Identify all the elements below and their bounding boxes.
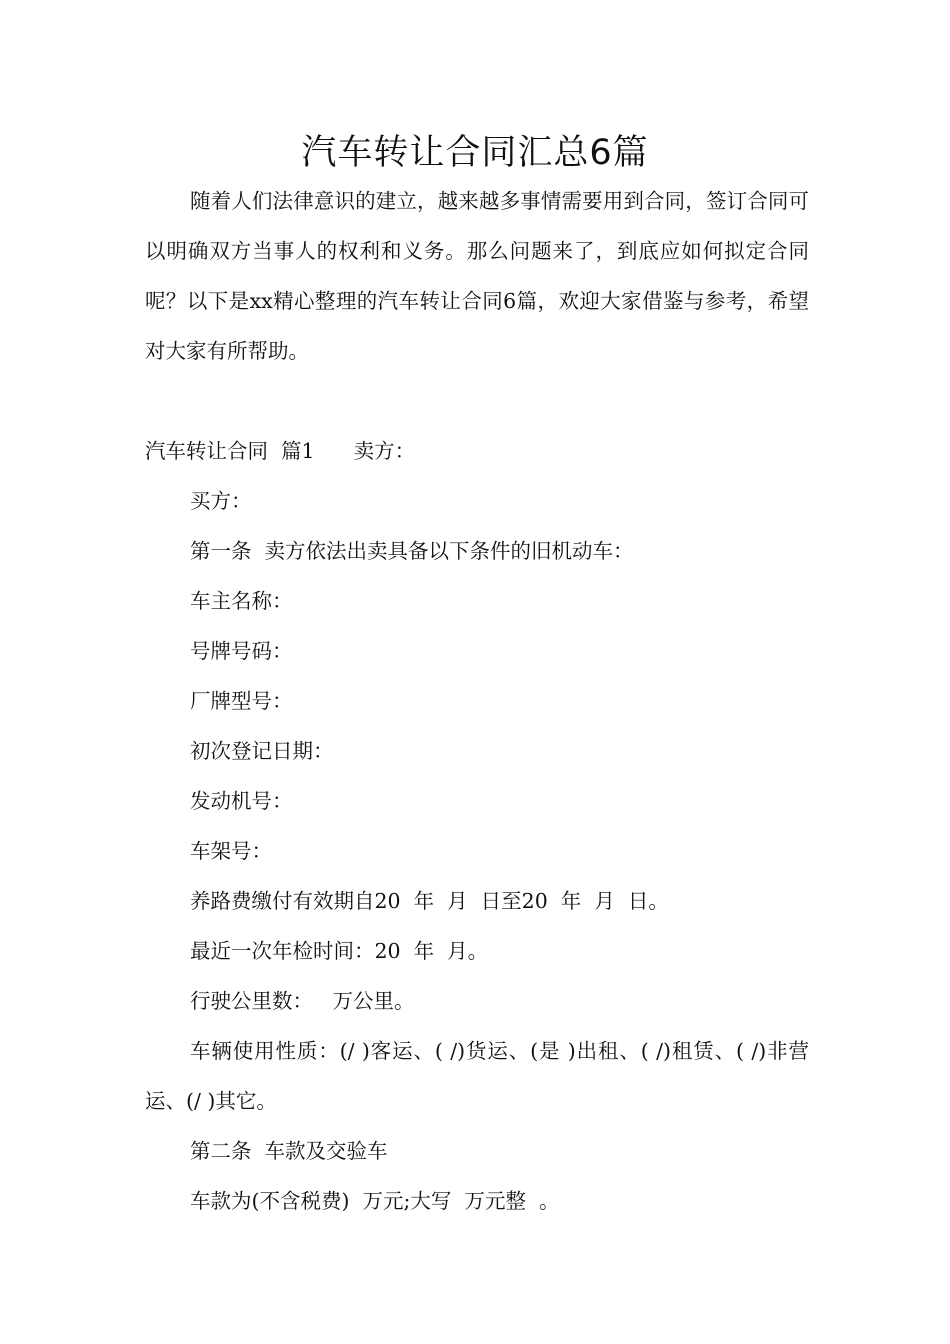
road-fee-line: 养路费缴付有效期自20 年 月 日至20 年 月 日。 xyxy=(190,889,669,913)
owner-name-line: 车主名称： xyxy=(190,589,293,613)
brand-model-line: 厂牌型号： xyxy=(190,689,293,713)
intro-paragraph: 随着人们法律意识的建立，越来越多事情需要用到合同，签订合同可以明确双方当事人的权利和义务。那么问题来了，到底应如何拟定合同呢？以下是xx精心整理的汽车转让合同6篇，欢迎大家借鉴与参考，希望对大家有所帮助。 xyxy=(145,189,809,363)
contract-body xyxy=(145,426,809,1226)
first-registration-line: 初次登记日期： xyxy=(190,739,334,763)
vehicle-use-paragraph: 车辆使用性质：(/ )客运、( /)货运、(是 )出租、( /)租赁、( /)非营运、(/ )其它。 xyxy=(145,1039,809,1113)
engine-number-line: 发动机号： xyxy=(190,789,293,813)
plate-number-line: 号牌号码： xyxy=(190,639,293,663)
buyer-line: 买方： xyxy=(190,489,252,513)
price-line: 车款为(不含税费) 万元;大写 万元整 。 xyxy=(190,1189,560,1213)
article-1-heading: 第一条 卖方依法出卖具备以下条件的旧机动车： xyxy=(190,539,634,563)
frame-number-line: 车架号： xyxy=(190,839,272,863)
document-title: 汽车转让合同汇总6篇 xyxy=(301,133,649,173)
mileage-line: 行驶公里数： 万公里。 xyxy=(190,989,415,1013)
article-2-heading: 第二条 车款及交验车 xyxy=(190,1139,388,1163)
section-heading: 汽车转让合同 篇1 卖方： xyxy=(145,439,416,463)
annual-inspection-line: 最近一次年检时间：20 年 月。 xyxy=(190,939,489,963)
